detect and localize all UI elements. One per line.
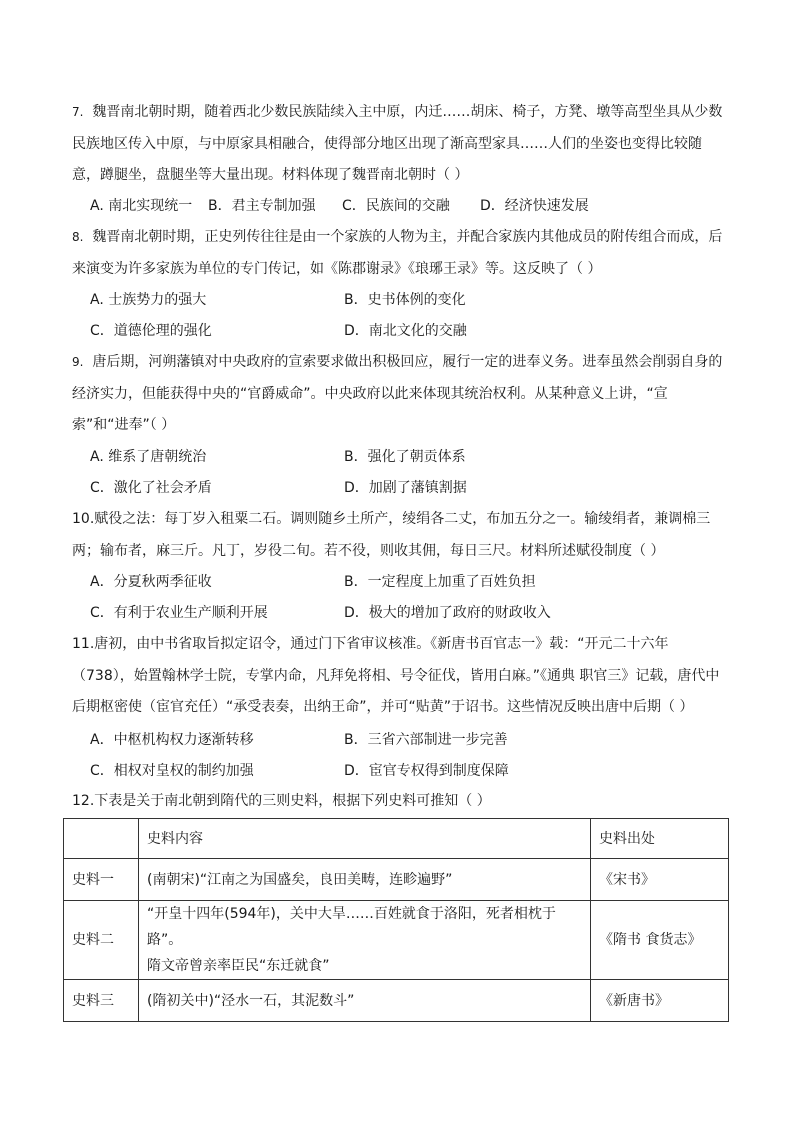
option-a: A．中枢机构权力逐渐转移 (90, 732, 254, 748)
option-c: C．相权对皇权的制约加强 (90, 763, 254, 779)
option-b: B．三省六部制进一步完善 (344, 732, 508, 748)
options-9-row2 (88, 473, 728, 504)
row-source: 《新唐书》 (591, 980, 729, 1022)
option-d: D．南北文化的交融 (344, 323, 467, 339)
row-label: 史料二 (64, 901, 139, 980)
question-stem: 魏晋南北朝时期，随着西北少数民族陆续入主中原，内迁……胡床、椅子，方凳、墩等高型坐具从少数民族地区传入中原，与中原家具相融合，使得部分地区出现了渐高型家具……人们的坐姿也变得比较随意，蹲腿坐，盘腿坐等大量出现。材料体现了魏晋南北朝时（ ） (72, 104, 723, 183)
question-number: 11. (72, 636, 95, 652)
row-content-line: 隋文帝曾亲率臣民“东迁就食” (147, 958, 330, 974)
question-number: 8. (72, 230, 84, 244)
option-c: C．道德伦理的强化 (90, 323, 212, 339)
question-stem: 唐后期，河朔藩镇对中央政府的宣索要求做出积极回应，履行一定的进奉义务。进奉虽然会削弱自身的经济实力，但能获得中央的“官爵威命”。中央政府以此来体现其统治权利。从某种意义上讲，“宣索”和“进奉”（ ） (72, 354, 723, 433)
question-7 (72, 97, 724, 192)
question-number: 7. (72, 105, 84, 119)
option-d: D．经济快速发展 (480, 198, 589, 214)
table-header-cell (64, 819, 139, 859)
option-c: C．民族间的交融 (342, 198, 450, 214)
table-header-row (64, 819, 729, 859)
table-header-cell: 史料内容 (139, 819, 591, 859)
source-table (63, 818, 729, 1022)
options-9-row1 (88, 442, 728, 473)
option-b: B．强化了朝贡体系 (344, 449, 466, 465)
question-stem: 赋役之法：每丁岁入租粟二石。调则随乡土所产，绫绢各二丈，布加五分之一。输绫绢者，兼调棉三两；输布者，麻三斤。凡丁，岁役二旬。若不役，则收其佣，每日三尺。材料所述赋役制度（ ） (72, 511, 711, 559)
options-8-row1 (88, 285, 728, 316)
option-d: D．加剧了藩镇割据 (344, 480, 467, 496)
row-source: 《隋书 食货志》 (591, 901, 729, 980)
table-header-cell: 史料出处 (591, 819, 729, 859)
option-a: A. 士族势力的强大 (90, 292, 207, 308)
option-d: D．极大的增加了政府的财政收入 (344, 605, 551, 621)
question-stem: 唐初，由中书省取旨拟定诏令，通过门下省审议核准。《新唐书百官志一》载：“开元二十六年（738），始置翰林学士院，专掌内命，凡拜免将相、号令征伐，皆用白麻。”《通典 职官三》记载，唐代中后期枢密使（宦官充任）“承受表奏，出纳王命”，并可“贴黄”于诏书。这些情况反映出唐中后期（ ） (72, 636, 720, 715)
option-b: B．君主专制加强 (208, 198, 316, 214)
question-10 (72, 504, 724, 567)
question-number: 12. (72, 793, 95, 809)
option-c: C．有利于农业生产顺利开展 (90, 605, 268, 621)
options-8-row2 (88, 316, 728, 347)
question-number: 10. (72, 511, 95, 527)
question-number: 9. (72, 355, 84, 369)
question-11 (72, 629, 724, 724)
row-source: 《宋书》 (591, 859, 729, 901)
row-label: 史料一 (64, 859, 139, 901)
options-10-row1 (88, 567, 728, 598)
table-row (64, 859, 729, 901)
options-7 (88, 191, 728, 222)
option-a: A. 南北实现统一 (90, 198, 193, 214)
table-row (64, 980, 729, 1022)
question-9 (72, 347, 724, 442)
options-11-row2 (88, 756, 728, 787)
option-b: B．史书体例的变化 (344, 292, 466, 308)
option-a: A. 维系了唐朝统治 (90, 449, 207, 465)
row-content (139, 901, 591, 980)
question-stem: 魏晋南北朝时期，正史列传往往是由一个家族的人物为主，并配合家族内其他成员的附传组合而成，后来演变为许多家族为单位的专门传记，如《陈郡谢录》《琅琊王录》等。这反映了（ ） (72, 229, 723, 277)
table-row (64, 901, 729, 980)
option-d: D．宦官专权得到制度保障 (344, 763, 509, 779)
options-11-row1 (88, 725, 728, 756)
row-content-line: “开皇十四年(594年)，关中大旱……百姓就食于洛阳，死者相枕于路”。 (147, 906, 556, 948)
row-label: 史料三 (64, 980, 139, 1022)
option-a: A．分夏秋两季征收 (90, 574, 212, 590)
question-8 (72, 222, 724, 285)
question-12 (72, 786, 724, 818)
option-b: B．一定程度上加重了百姓负担 (344, 574, 536, 590)
row-content: (隋初关中)“泾水一石，其泥数斗” (139, 980, 591, 1022)
question-stem: 下表是关于南北朝到隋代的三则史料，根据下列史料可推知（ ） (94, 793, 491, 809)
options-10-row2 (88, 598, 728, 629)
option-c: C．激化了社会矛盾 (90, 480, 212, 496)
row-content: (南朝宋)“江南之为国盛矣，良田美畴，连畛遍野” (139, 859, 591, 901)
